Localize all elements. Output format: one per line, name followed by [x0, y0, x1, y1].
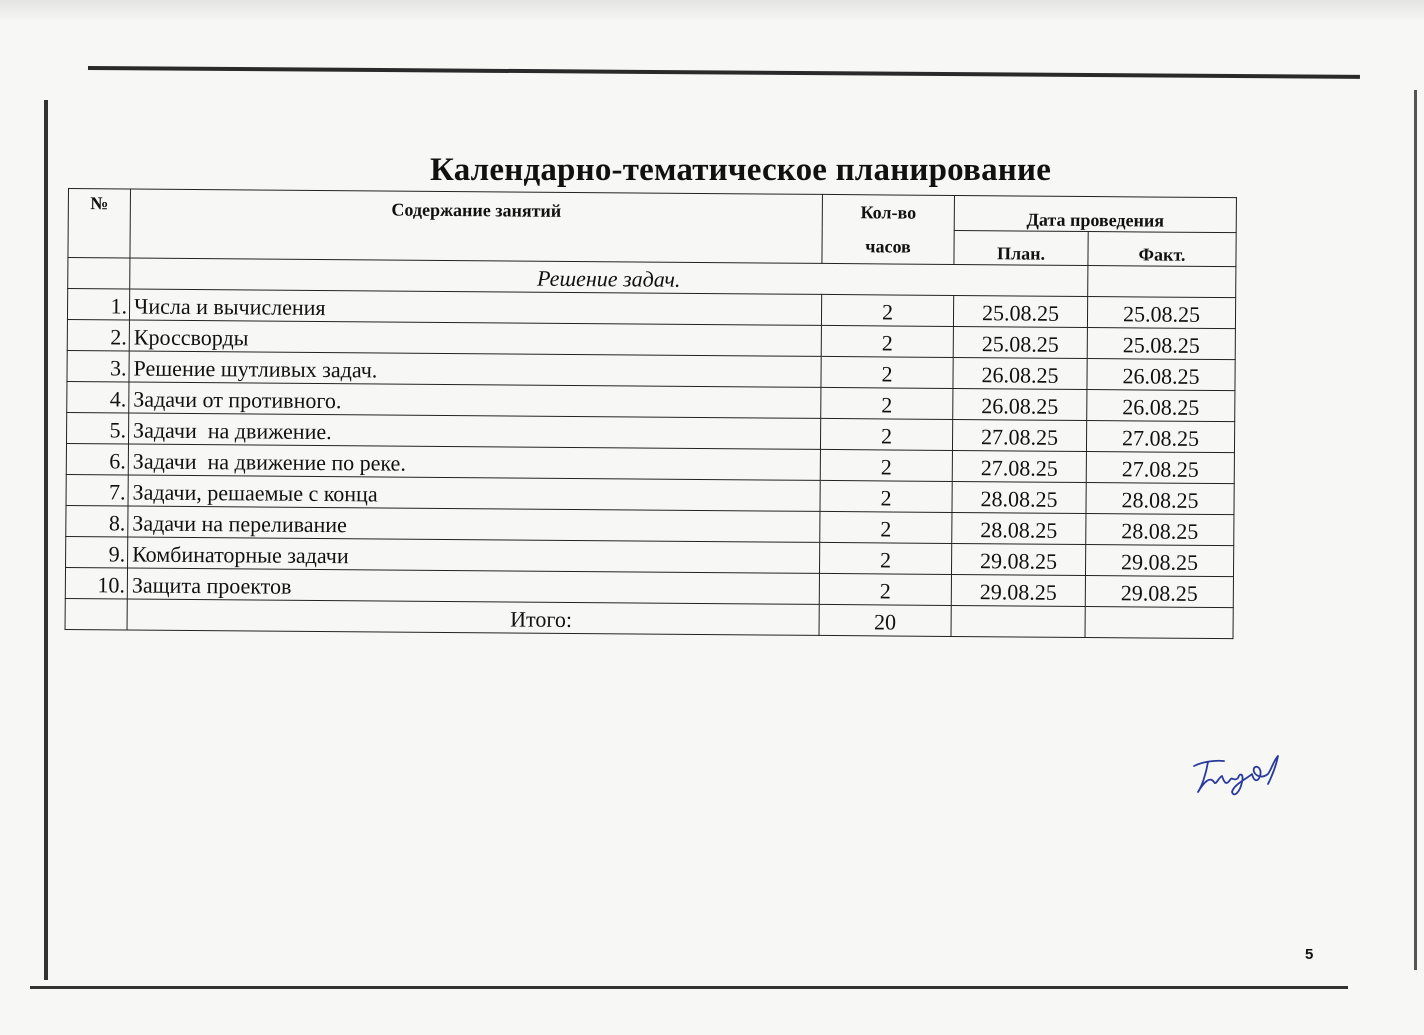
row-number: 3. — [67, 350, 129, 381]
section-num-cell — [68, 258, 130, 289]
row-hours: 2 — [821, 325, 953, 357]
row-hours: 2 — [821, 356, 953, 388]
total-plan-cell — [951, 605, 1085, 637]
row-topic: Задачи на движение по реке. — [128, 444, 820, 480]
row-plan-date: 27.08.25 — [952, 450, 1086, 482]
row-fact-date: 29.08.25 — [1085, 545, 1233, 577]
row-hours: 2 — [820, 511, 952, 543]
row-fact-date: 29.08.25 — [1085, 576, 1233, 608]
row-number: 9. — [66, 536, 128, 567]
row-plan-date: 25.08.25 — [953, 326, 1087, 358]
row-plan-date: 29.08.25 — [951, 543, 1085, 575]
header-hours — [822, 194, 955, 264]
row-hours: 2 — [820, 480, 952, 512]
frame-top-rule — [88, 66, 1360, 79]
row-topic: Задачи от противного. — [129, 382, 821, 418]
row-number: 5. — [66, 412, 128, 443]
row-fact-date: 27.08.25 — [1086, 452, 1234, 484]
page-number: 5 — [1305, 946, 1314, 963]
header-hours-line1: Кол-во — [860, 202, 917, 223]
row-number: 6. — [66, 443, 128, 474]
total-num-cell — [65, 598, 127, 629]
schedule-table — [65, 188, 1237, 639]
row-fact-date: 28.08.25 — [1086, 483, 1234, 515]
row-plan-date: 26.08.25 — [953, 357, 1087, 389]
frame-right-rule — [1414, 90, 1417, 970]
header-fact: Факт. — [1088, 231, 1236, 267]
section-title: Решение задач. — [130, 258, 1088, 297]
header-number: № — [68, 189, 131, 258]
frame-bottom-rule — [30, 986, 1348, 989]
row-plan-date: 26.08.25 — [953, 388, 1087, 420]
header-row-1 — [68, 189, 1236, 233]
row-topic: Задачи на переливание — [128, 506, 820, 542]
row-hours: 2 — [819, 542, 951, 574]
total-hours: 20 — [819, 604, 951, 636]
row-topic: Решение шутливых задач. — [129, 351, 821, 387]
row-number: 8. — [66, 505, 128, 536]
row-hours: 2 — [819, 573, 951, 605]
row-number: 4. — [67, 381, 129, 412]
row-fact-date: 25.08.25 — [1087, 297, 1235, 329]
header-content: Содержание занятий — [130, 189, 823, 263]
row-fact-date: 26.08.25 — [1087, 390, 1235, 422]
row-topic: Числа и вычисления — [129, 289, 821, 325]
handwritten-signature — [1188, 752, 1288, 800]
row-plan-date: 28.08.25 — [952, 512, 1086, 544]
section-fact-cell — [1088, 266, 1236, 298]
row-plan-date: 25.08.25 — [953, 295, 1087, 327]
header-hours-line2: часов — [865, 236, 911, 257]
row-fact-date: 26.08.25 — [1087, 359, 1235, 391]
row-topic: Кроссворды — [129, 320, 821, 356]
row-plan-date: 28.08.25 — [952, 481, 1086, 513]
row-number: 7. — [66, 474, 128, 505]
total-fact-cell — [1085, 607, 1233, 639]
row-topic: Защита проектов — [127, 568, 819, 604]
header-plan: План. — [954, 230, 1088, 266]
row-plan-date: 27.08.25 — [952, 419, 1086, 451]
page-title: Календарно-тематическое планирование — [430, 152, 1052, 188]
row-topic: Задачи на движение. — [128, 413, 820, 449]
row-fact-date: 27.08.25 — [1086, 421, 1234, 453]
row-number: 1. — [67, 289, 129, 320]
row-fact-date: 28.08.25 — [1086, 514, 1234, 546]
row-number: 10. — [65, 567, 127, 598]
scan-top-edge — [0, 0, 1424, 22]
row-topic: Задачи, решаемые с конца — [128, 475, 820, 511]
row-hours: 2 — [820, 418, 952, 450]
row-number: 2. — [67, 319, 129, 350]
header-date-group: Дата проведения — [954, 195, 1236, 232]
row-hours: 2 — [821, 387, 953, 419]
row-fact-date: 25.08.25 — [1087, 328, 1235, 360]
row-topic: Комбинаторные задачи — [128, 537, 820, 573]
row-plan-date: 29.08.25 — [951, 574, 1085, 606]
row-hours: 2 — [820, 449, 952, 481]
frame-left-rule — [44, 100, 48, 980]
total-label: Итого: — [127, 599, 819, 635]
row-hours: 2 — [821, 294, 953, 326]
